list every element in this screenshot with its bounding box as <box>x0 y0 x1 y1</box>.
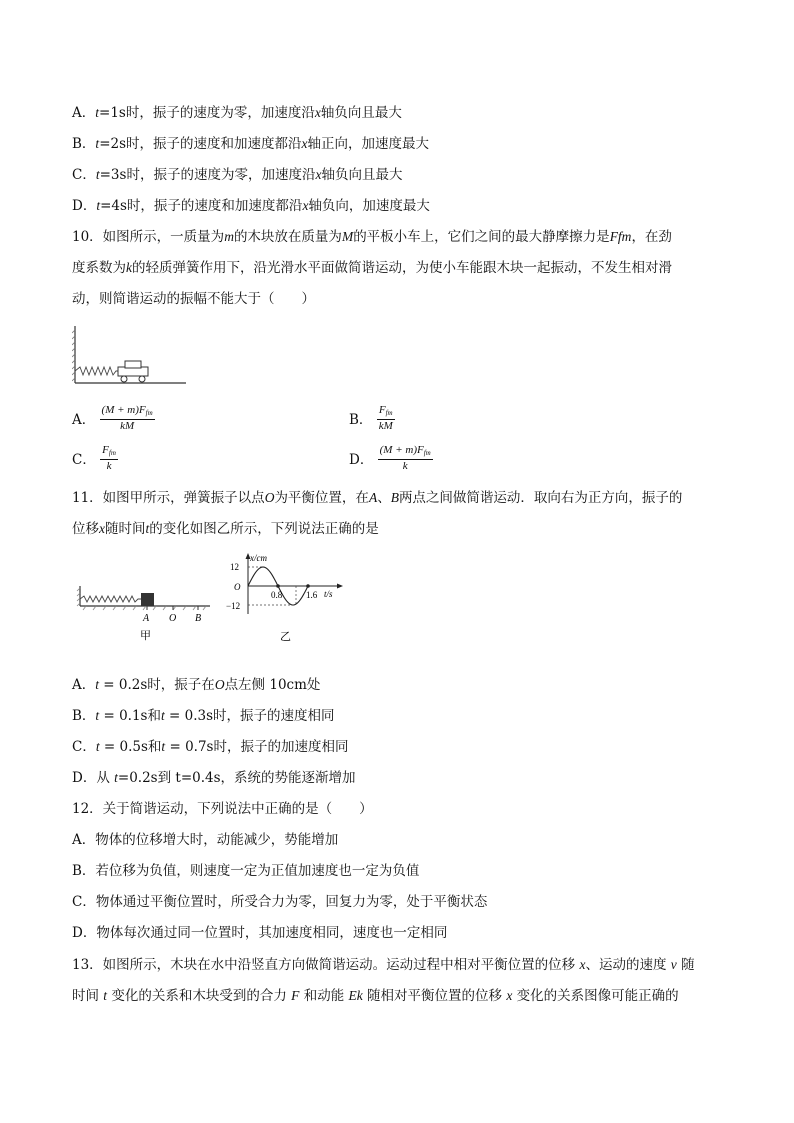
x-axis-arrow <box>337 584 343 589</box>
y-origin: O <box>234 582 241 592</box>
y-tick-bottom: −12 <box>226 601 241 611</box>
q11-stem-line2: 位移x随时间t的变化如图乙所示，下列说法正确的是 <box>72 521 379 537</box>
oscillator-block <box>141 593 154 606</box>
x-tick-mid: 0.8 <box>271 590 283 600</box>
q10-option-b: B． $\frac{F_{fm}}{kM}$ <box>349 404 393 432</box>
q12-stem: 12．关于简谐运动，下列说法中正确的是（ ） <box>72 801 373 817</box>
q11-xt-chart <box>220 550 350 646</box>
spring <box>75 367 118 375</box>
q13-stem-line1: 13．如图所示，木块在水中沿竖直方向做简谐运动。运动过程中相对平衡位置的位移 x、运动的速度 v 随 <box>72 957 695 973</box>
q10-spring-cart-figure <box>72 322 188 388</box>
q11-figure-jia <box>76 584 216 644</box>
q11-option-b: B．t = 0.1s和t = 0.3s时，振子的速度相同 <box>72 708 335 724</box>
caption-yi: 乙 <box>280 631 291 643</box>
q9-option-b: B．t=2s时，振子的速度和加速度都沿x轴正向，加速度最大 <box>72 136 430 152</box>
q10-option-d: D． $\frac{(M + m)F_{fm}}{k}$ <box>349 444 431 472</box>
label-a: A <box>143 613 150 624</box>
q9-option-a: A．t=1s时，振子的速度为零，加速度沿x轴负向且最大 <box>72 105 402 121</box>
q11-option-a: A．t = 0.2s时，振子在O点左侧 10cm处 <box>72 677 321 693</box>
q12-option-d: D．物体每次通过同一位置时，其加速度相同，速度也一定相同 <box>72 925 448 941</box>
x-axis-label: t/s <box>324 589 333 599</box>
q10-option-c: C． $\frac{F_{fm}}{k}$ <box>72 444 116 472</box>
caption-jia: 甲 <box>140 630 151 642</box>
q10-stem-line3: 动，则简谐运动的振幅不能大于（ ） <box>72 291 315 307</box>
x-tick-end: 1.6 <box>306 590 318 600</box>
q12-option-b: B．若位移为负值，则速度一定为正值加速度也一定为负值 <box>72 863 420 879</box>
wood-block <box>125 361 141 368</box>
q10-stem-line2: 度系数为k的轻质弹簧作用下，沿光滑水平面做简谐运动，为使小车能跟木块一起振动，不发生相对滑 <box>72 260 672 276</box>
label-o: O <box>169 613 177 624</box>
label-b: B <box>195 613 202 624</box>
q11-option-d: D．从 t=0.2s到 t=0.4s，系统的势能逐渐增加 <box>72 770 356 786</box>
y-tick-top: 12 <box>230 562 239 572</box>
q12-option-a: A．物体的位移增大时，动能减少，势能增加 <box>72 832 339 848</box>
y-axis-label: x/cm <box>250 553 267 563</box>
q13-stem-line2: 时间 t 变化的关系和木块受到的合力 F 和动能 Ek 随相对平衡位置的位移 x 变化的关系图像可能正确的 <box>72 988 679 1004</box>
zero-crossing-point <box>276 584 280 588</box>
spring <box>80 596 141 602</box>
q9-option-d: D．t=4s时，振子的速度和加速度都沿x轴负向，加速度最大 <box>72 198 430 214</box>
q11-option-c: C．t = 0.5s和t = 0.7s时，振子的加速度相同 <box>72 739 349 755</box>
zero-crossing-point <box>306 584 310 588</box>
q9-option-c: C．t=3s时，振子的速度为零，加速度沿x轴负向且最大 <box>72 167 403 183</box>
q10-stem-line1: 10．如图所示，一质量为m的木块放在质量为M的平板小车上，它们之间的最大静摩擦力是Ffm，在劲 <box>72 229 672 245</box>
q12-option-c: C．物体通过平衡位置时，所受合力为零，回复力为零，处于平衡状态 <box>72 894 488 910</box>
q10-option-a: A． $\frac{(M + m)F_{fm}}{kM}$ <box>72 404 153 432</box>
q11-stem-line1: 11．如图甲所示，弹簧振子以点O为平衡位置，在A、B两点之间做简谐运动．取向右为正方向，振子的 <box>72 490 683 506</box>
